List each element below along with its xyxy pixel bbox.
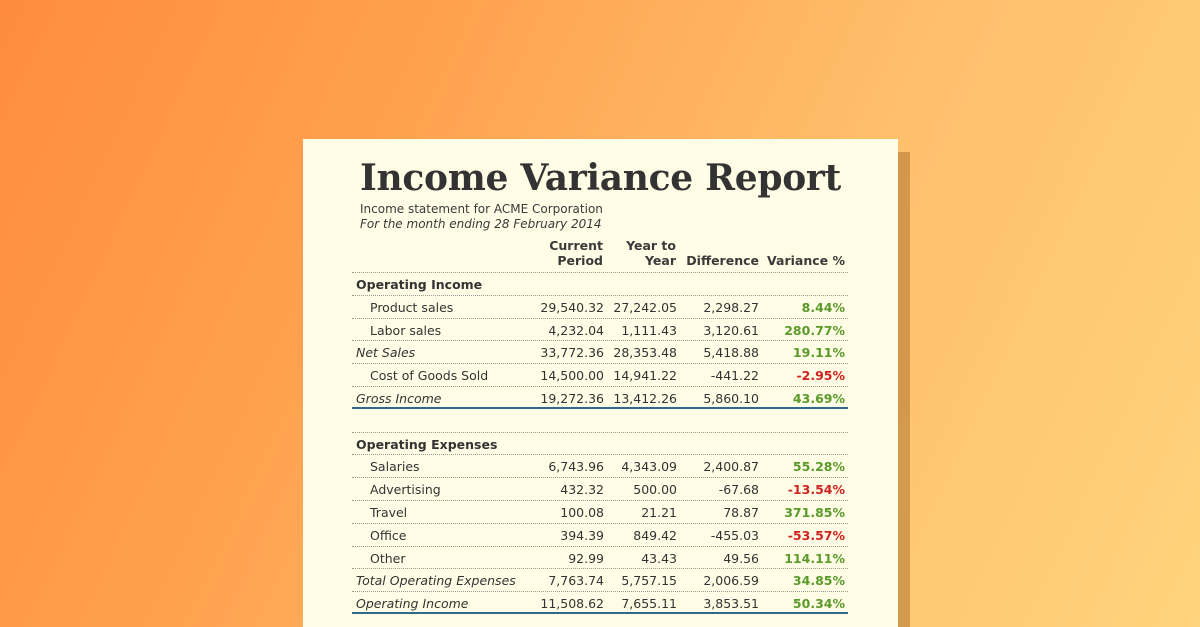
cell-current: 33,772.36	[540, 345, 604, 361]
cell-current: 11,508.62	[540, 596, 604, 612]
cell-ytd: 7,655.11	[621, 596, 677, 612]
cell-variance: 114.11%	[784, 550, 845, 566]
row-label: Gross Income	[356, 390, 442, 406]
cell-current: 432.32	[560, 482, 604, 498]
col-header-difference: Difference	[686, 253, 759, 268]
cell-variance: 55.28%	[792, 459, 845, 475]
table-row	[352, 295, 848, 318]
cell-variance: 19.11%	[792, 345, 845, 361]
cell-difference: 49.56	[723, 550, 759, 566]
cell-difference: 2,400.87	[703, 459, 759, 475]
table-row	[352, 318, 848, 341]
cell-current: 6,743.96	[548, 459, 604, 475]
variance-table	[352, 272, 848, 614]
table-row	[352, 477, 848, 500]
cell-difference: 3,120.61	[703, 322, 759, 338]
section-spacer	[352, 409, 848, 432]
row-label: Office	[370, 527, 407, 543]
cell-variance: -2.95%	[796, 368, 845, 384]
cell-ytd: 28,353.48	[613, 345, 677, 361]
table-row	[352, 454, 848, 477]
section-label: Operating Expenses	[356, 436, 498, 452]
cell-variance: 43.69%	[792, 390, 845, 406]
col-header-ytd	[621, 238, 676, 268]
report-period: For the month ending 28 February 2014	[360, 217, 602, 231]
col-header-ytd-line1: Year to	[626, 238, 676, 253]
cell-difference: 2,298.27	[703, 299, 759, 315]
cell-difference: -67.68	[718, 482, 759, 498]
report-title: Income Variance Report	[360, 157, 841, 199]
cell-ytd: 27,242.05	[613, 299, 677, 315]
row-label: Other	[370, 550, 406, 566]
cell-ytd: 500.00	[633, 482, 677, 498]
row-label: Product sales	[370, 299, 454, 315]
cell-ytd: 4,343.09	[621, 459, 677, 475]
table-row	[352, 523, 848, 546]
cell-ytd: 1,111.43	[621, 322, 677, 338]
table-row	[352, 546, 848, 569]
cell-current: 7,763.74	[548, 573, 604, 589]
cell-variance: 371.85%	[784, 504, 845, 520]
report-subtitle: Income statement for ACME Corporation	[360, 202, 603, 216]
cell-difference: 5,418.88	[703, 345, 759, 361]
col-header-ytd-line2: Year	[645, 253, 676, 268]
col-header-current	[549, 238, 603, 268]
cell-difference: 3,853.51	[703, 596, 759, 612]
col-header-current-line1: Current	[549, 238, 603, 253]
table-row	[352, 500, 848, 523]
cell-ytd: 13,412.26	[613, 390, 677, 406]
cell-current: 14,500.00	[540, 368, 604, 384]
cell-variance: -53.57%	[787, 527, 845, 543]
subtotal-row-total-operating-expenses	[352, 568, 848, 591]
col-header-current-line2: Period	[557, 253, 603, 268]
cell-variance: 34.85%	[792, 573, 845, 589]
row-label: Net Sales	[356, 345, 416, 361]
cell-ytd: 14,941.22	[613, 368, 677, 384]
total-row-operating-income	[352, 591, 848, 614]
cell-variance: 8.44%	[801, 299, 845, 315]
row-label: Cost of Goods Sold	[370, 368, 489, 384]
section-heading-operating-income	[352, 272, 848, 295]
total-row-gross-income	[352, 386, 848, 409]
cell-current: 29,540.32	[540, 299, 604, 315]
section-heading-operating-expenses	[352, 432, 848, 455]
cell-difference: 78.87	[723, 504, 759, 520]
cell-difference: 2,006.59	[703, 573, 759, 589]
cell-difference: 5,860.10	[703, 390, 759, 406]
cell-ytd: 5,757.15	[621, 573, 677, 589]
cell-current: 92.99	[568, 550, 604, 566]
table-row	[352, 363, 848, 386]
row-label: Salaries	[370, 459, 420, 475]
cell-ytd: 21.21	[641, 504, 677, 520]
row-label: Operating Income	[356, 596, 469, 612]
cell-variance: 280.77%	[784, 322, 845, 338]
subtotal-row-net-sales	[352, 340, 848, 363]
cell-ytd: 43.43	[641, 550, 677, 566]
cell-ytd: 849.42	[633, 527, 677, 543]
row-label: Total Operating Expenses	[356, 573, 516, 589]
col-header-variance: Variance %	[767, 253, 845, 268]
cell-difference: -455.03	[710, 527, 759, 543]
cell-difference: -441.22	[710, 368, 759, 384]
cell-current: 19,272.36	[540, 390, 604, 406]
row-label: Advertising	[370, 482, 441, 498]
row-label: Travel	[370, 504, 408, 520]
cell-variance: 50.34%	[792, 596, 845, 612]
cell-variance: -13.54%	[787, 482, 845, 498]
row-label: Labor sales	[370, 322, 442, 338]
cell-current: 100.08	[560, 504, 604, 520]
cell-current: 394.39	[560, 527, 604, 543]
report-sheet	[303, 139, 898, 627]
cell-current: 4,232.04	[548, 322, 604, 338]
section-label: Operating Income	[356, 277, 483, 292]
